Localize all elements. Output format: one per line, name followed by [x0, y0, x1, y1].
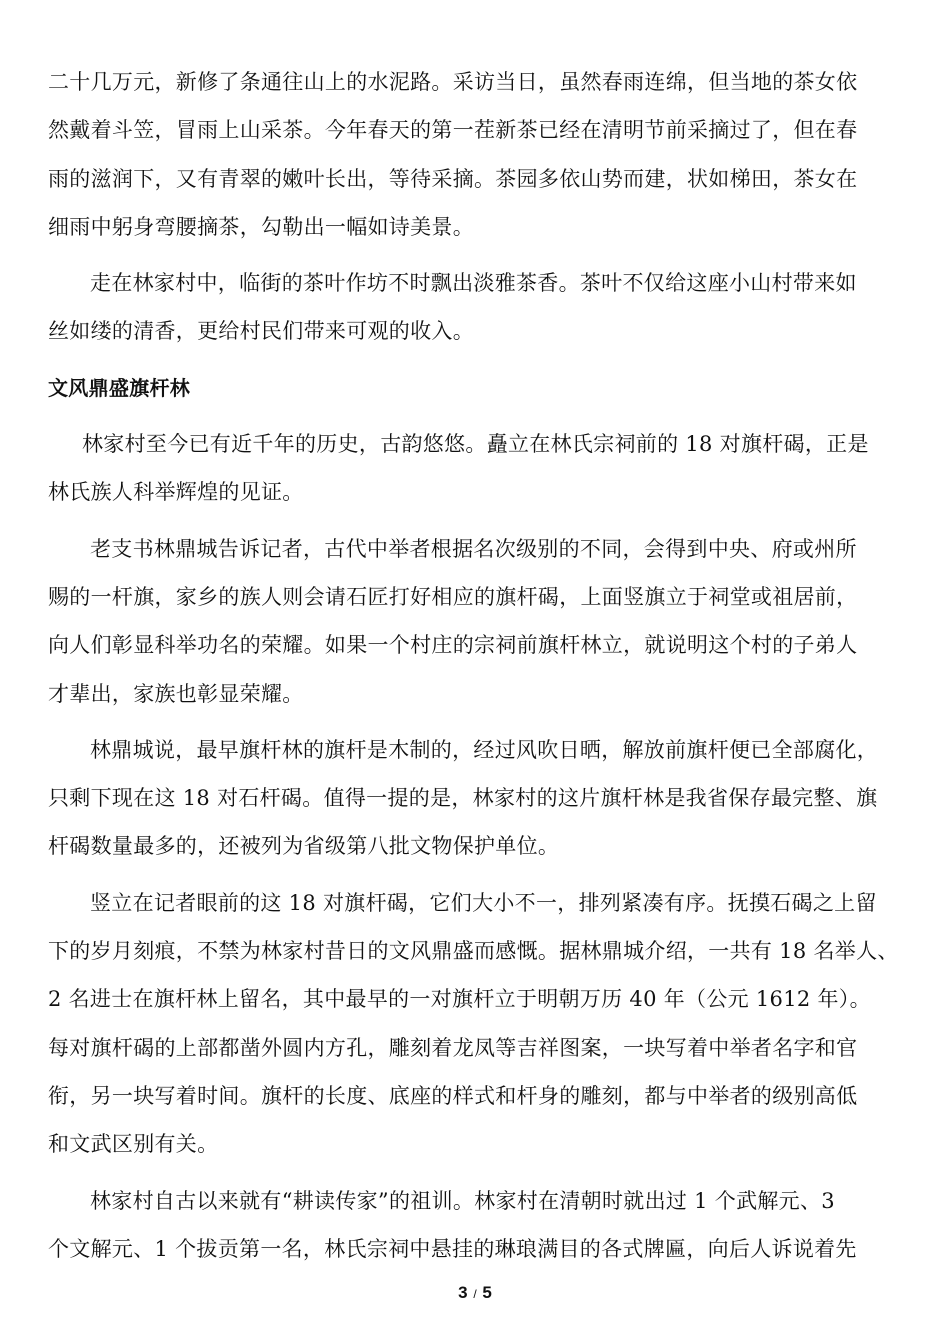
- page-number: [0, 1283, 950, 1303]
- paragraph: [48, 726, 906, 871]
- paragraph: [48, 525, 906, 718]
- paragraph: [48, 58, 906, 251]
- text-line: 雨的滋润下，又有青翠的嫩叶长出，等待采摘。茶园多依山势而建，状如梯田，茶女在: [48, 166, 858, 191]
- page-current: 3: [458, 1283, 468, 1302]
- text-line: 细雨中躬身弯腰摘茶，勾勒出一幅如诗美景。: [48, 214, 474, 239]
- text-line: 林鼎城说，最早旗杆林的旗杆是木制的，经过风吹日晒，解放前旗杆便已全部腐化，: [90, 737, 879, 762]
- text-line: 竖立在记者眼前的这 18 对旗杆碣，它们大小不一，排列紧凑有序。抚摸石碣之上留: [90, 890, 877, 915]
- text-line: 丝如缕的清香，更给村民们带来可观的收入。: [48, 319, 474, 344]
- text-line: 然戴着斗笠，冒雨上山采茶。今年春天的第一茬新茶已经在清明节前采摘过了，但在春: [48, 118, 858, 143]
- text-line: 杆碣数量最多的，还被列为省级第八批文物保护单位。: [48, 834, 560, 859]
- text-line: 只剩下现在这 18 对石杆碣。值得一提的是，林家村的这片旗杆林是我省保存最完整、旗: [48, 786, 878, 811]
- page-total: 5: [482, 1283, 492, 1302]
- text-line: 衔，另一块写着时间。旗杆的长度、底座的样式和杆身的雕刻，都与中举者的级别高低: [48, 1083, 858, 1108]
- text-line: 走在林家村中，临街的茶叶作坊不时飘出淡雅茶香。茶叶不仅给这座小山村带来如: [90, 271, 857, 296]
- text-line: 林家村至今已有近千年的历史，古韵悠悠。矗立在林氏宗祠前的 18 对旗杆碣，正是: [82, 432, 869, 457]
- paragraph: [48, 420, 906, 517]
- section-heading: 文风鼎盛旗杆林: [48, 375, 191, 400]
- text-line: 向人们彰显科举功名的荣耀。如果一个村庄的宗祠前旗杆林立，就说明这个村的子弟人: [48, 633, 858, 658]
- text-line: 林家村自古以来就有“耕读传家”的祖训。林家村在清朝时就出过 1 个武解元、3: [90, 1188, 835, 1213]
- page-separator: /: [473, 1287, 477, 1301]
- text-line: 每对旗杆碣的上部都凿外圆内方孔，雕刻着龙凤等吉祥图案，一块写着中举者名字和官: [48, 1035, 858, 1060]
- text-line: 林氏族人科举辉煌的见证。: [48, 480, 304, 505]
- paragraph: [48, 879, 906, 1169]
- paragraph: [48, 1177, 906, 1274]
- document-body: [48, 58, 906, 1273]
- text-line: 二十几万元，新修了条通往山上的水泥路。采访当日，虽然春雨连绵，但当地的茶女依: [48, 70, 858, 94]
- text-line: 下的岁月刻痕，不禁为林家村昔日的文风鼎盛而感慨。据林鼎城介绍，一共有 18 名举人、: [48, 939, 899, 964]
- text-line: 才辈出，家族也彰显荣耀。: [48, 681, 304, 706]
- text-line: 2 名进士在旗杆林上留名，其中最早的一对旗杆立于明朝万历 40 年（公元 1612 年）。: [48, 987, 871, 1012]
- text-line: 个文解元、1 个拔贡第一名，林氏宗祠中悬挂的琳琅满目的各式牌匾，向后人诉说着先: [48, 1236, 857, 1261]
- text-line: 和文武区别有关。: [48, 1132, 219, 1157]
- paragraph: [48, 259, 906, 356]
- text-line: 老支书林鼎城告诉记者，古代中举者根据名次级别的不同，会得到中央、府或州所: [90, 536, 857, 561]
- text-line: 赐的一杆旗，家乡的族人则会请石匠打好相应的旗杆碣，上面竖旗立于祠堂或祖居前，: [48, 584, 858, 609]
